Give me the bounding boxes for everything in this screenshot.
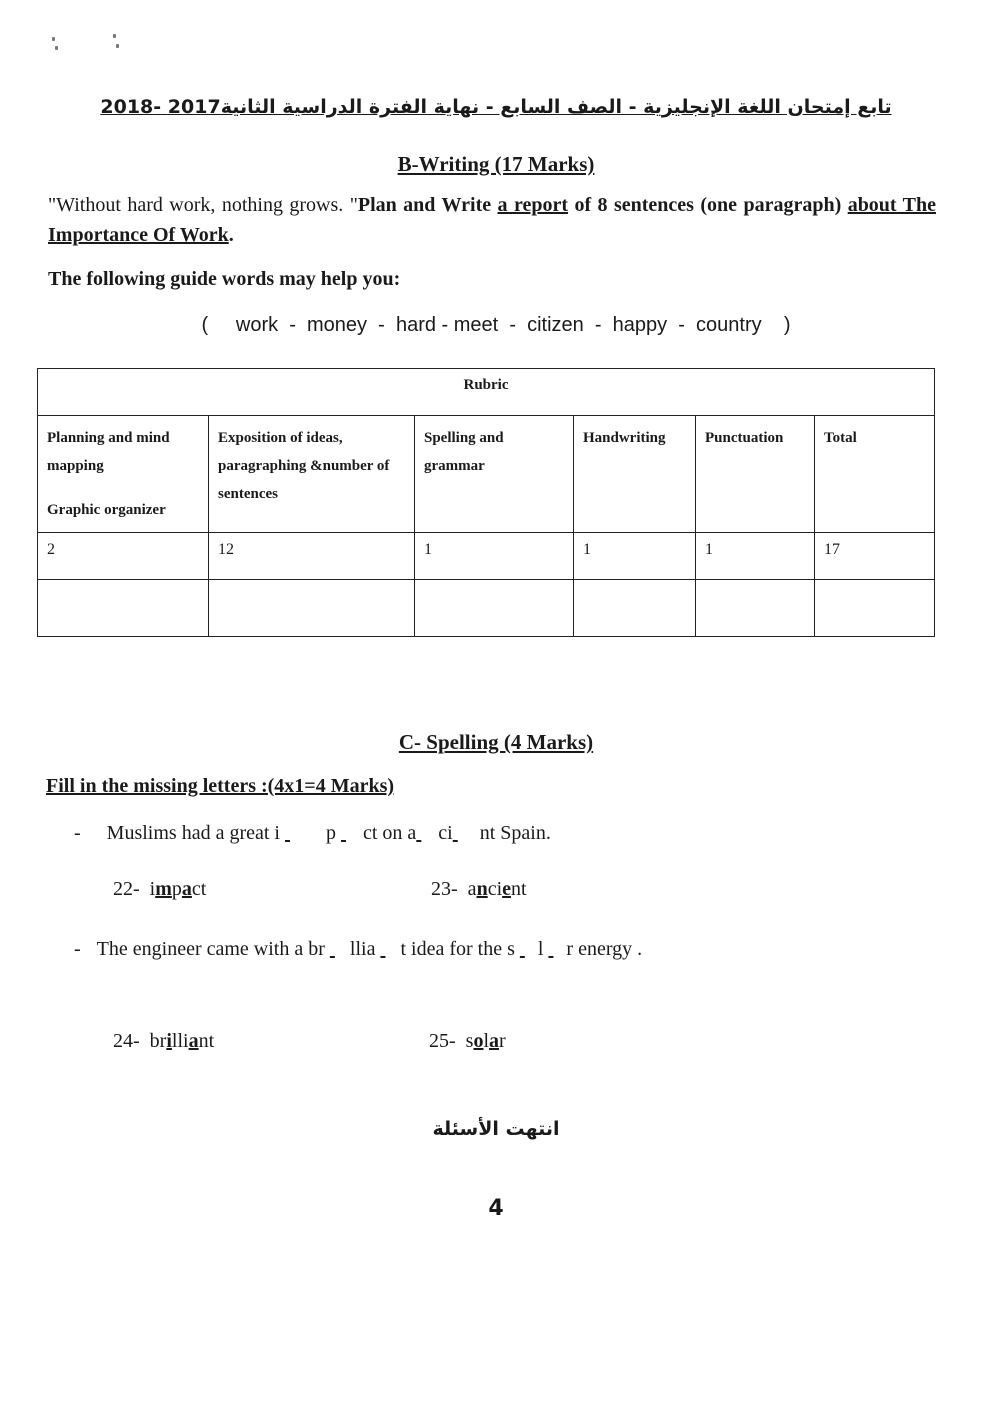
answer-filled-letter: m <box>155 878 172 900</box>
exam-header-text: تابع إمتحان اللغة الإنجليزية - الصف السابع - نهاية الفترة الدراسية الثانية2017 -2018 <box>100 96 892 118</box>
sentence-text: r energy . <box>566 938 643 960</box>
rubric-header-total: Total <box>815 416 935 533</box>
answer-part: nt <box>198 1030 215 1052</box>
answer-filled-letter: a <box>188 1030 199 1052</box>
sentence-text: nt Spain. <box>474 822 551 844</box>
answer-number: 23- <box>431 878 458 900</box>
bullet: - <box>74 822 81 844</box>
answer-part: a <box>467 878 477 900</box>
end-of-questions: انتهت الأسئلة <box>432 1118 560 1140</box>
rubric-header-punctuation: Punctuation <box>696 416 815 533</box>
rubric-mark-handwriting: 1 <box>574 533 696 580</box>
answer-filled-letter: n <box>476 878 488 900</box>
spelling-instruction: Fill in the missing letters :(4x1=4 Marks) <box>46 775 395 797</box>
writing-prompt <box>48 190 936 250</box>
answer-part: p <box>171 878 182 900</box>
blank <box>453 822 475 845</box>
answer-part: s <box>465 1030 474 1052</box>
answer-part: ct <box>191 878 207 900</box>
rubric-mark-total: 17 <box>815 533 935 580</box>
sentence-text: p <box>320 822 341 844</box>
answer-filled-letter: e <box>502 878 512 900</box>
sentence-text: t idea for the s <box>400 938 520 960</box>
sentence-text: ct on a <box>362 822 417 844</box>
blank <box>548 938 566 961</box>
answer-number: 22- <box>113 878 140 900</box>
sentence-text: ci <box>438 822 453 844</box>
blank <box>285 822 321 845</box>
rubric-header-planning <box>38 416 209 533</box>
rubric-header-exposition: Exposition of ideas, paragraphing &number of sentences <box>209 416 415 533</box>
writing-section-title: B-Writing (17 Marks) <box>397 152 595 176</box>
answer-part: lli <box>171 1030 189 1052</box>
answer-23 <box>431 878 527 901</box>
rubric-title: Rubric <box>38 369 935 416</box>
rubric-table <box>37 368 935 637</box>
blank <box>416 822 438 845</box>
answer-filled-letter: o <box>473 1030 484 1052</box>
rubric-score-cell <box>415 580 574 637</box>
answer-25 <box>429 1030 506 1053</box>
rubric-header-spelling: Spelling and grammar <box>415 416 574 533</box>
spelling-section-title: C- Spelling (4 Marks) <box>398 730 594 754</box>
rubric-score-cell <box>815 580 935 637</box>
guide-words-list: ( work - money - hard - meet - citizen - happy - country ) <box>201 314 791 336</box>
prompt-topic: about The Importance Of Work <box>48 194 936 246</box>
blank <box>520 938 538 961</box>
prompt-instruction: Plan and Write <box>357 194 498 216</box>
answer-number: 25- <box>429 1030 456 1052</box>
rubric-score-cell <box>209 580 415 637</box>
rubric-score-row <box>38 580 935 637</box>
rubric-header-handwriting: Handwriting <box>574 416 696 533</box>
answer-part: ci <box>487 878 503 900</box>
spelling-sentence-2 <box>74 938 642 961</box>
rubric-mark-spelling: 1 <box>415 533 574 580</box>
rubric-header-planning-text: Planning and mind mapping <box>47 430 170 474</box>
exam-header-arabic <box>0 96 992 118</box>
scan-speck <box>52 37 55 41</box>
spelling-sentence-1 <box>74 822 551 845</box>
answer-part: br <box>149 1030 167 1052</box>
answer-filled-letter: a <box>181 878 192 900</box>
answer-part: nt <box>511 878 527 900</box>
rubric-mark-punctuation: 1 <box>696 533 815 580</box>
blank <box>380 938 400 961</box>
rubric-score-cell <box>574 580 696 637</box>
answer-part: i <box>149 878 156 900</box>
answer-number: 24- <box>113 1030 140 1052</box>
answer-part: r <box>499 1030 506 1052</box>
rubric-mark-planning: 2 <box>38 533 209 580</box>
answer-filled-letter: a <box>489 1030 500 1052</box>
bullet: - <box>74 938 81 960</box>
guide-words-label: The following guide words may help you: <box>48 268 401 290</box>
sentence-text: The engineer came with a br <box>96 938 330 960</box>
answer-24 <box>113 1030 214 1053</box>
answer-22 <box>113 878 206 901</box>
prompt-quote: "Without hard work, nothing grows. " <box>48 194 358 216</box>
scan-speck <box>113 34 116 38</box>
blank <box>341 822 363 845</box>
rubric-score-cell <box>38 580 209 637</box>
rubric-header-row <box>38 416 935 533</box>
rubric-mark-exposition: 12 <box>209 533 415 580</box>
answer-filled-letter: i <box>166 1030 172 1052</box>
answer-part: l <box>483 1030 490 1052</box>
scan-speck <box>55 46 58 50</box>
sentence-text: llia <box>349 938 381 960</box>
rubric-marks-row <box>38 533 935 580</box>
rubric-header-graphic-organizer: Graphic organizer <box>47 502 166 518</box>
scan-speck <box>116 44 119 48</box>
sentence-text: Muslims had a great i <box>106 822 285 844</box>
rubric-score-cell <box>696 580 815 637</box>
blank <box>330 938 350 961</box>
prompt-length: of 8 sentences (one paragraph) <box>568 194 848 216</box>
prompt-report-type: a report <box>497 194 569 216</box>
prompt-end: . <box>228 224 234 246</box>
page-number: 4 <box>488 1196 504 1221</box>
sentence-text: l <box>537 938 549 960</box>
